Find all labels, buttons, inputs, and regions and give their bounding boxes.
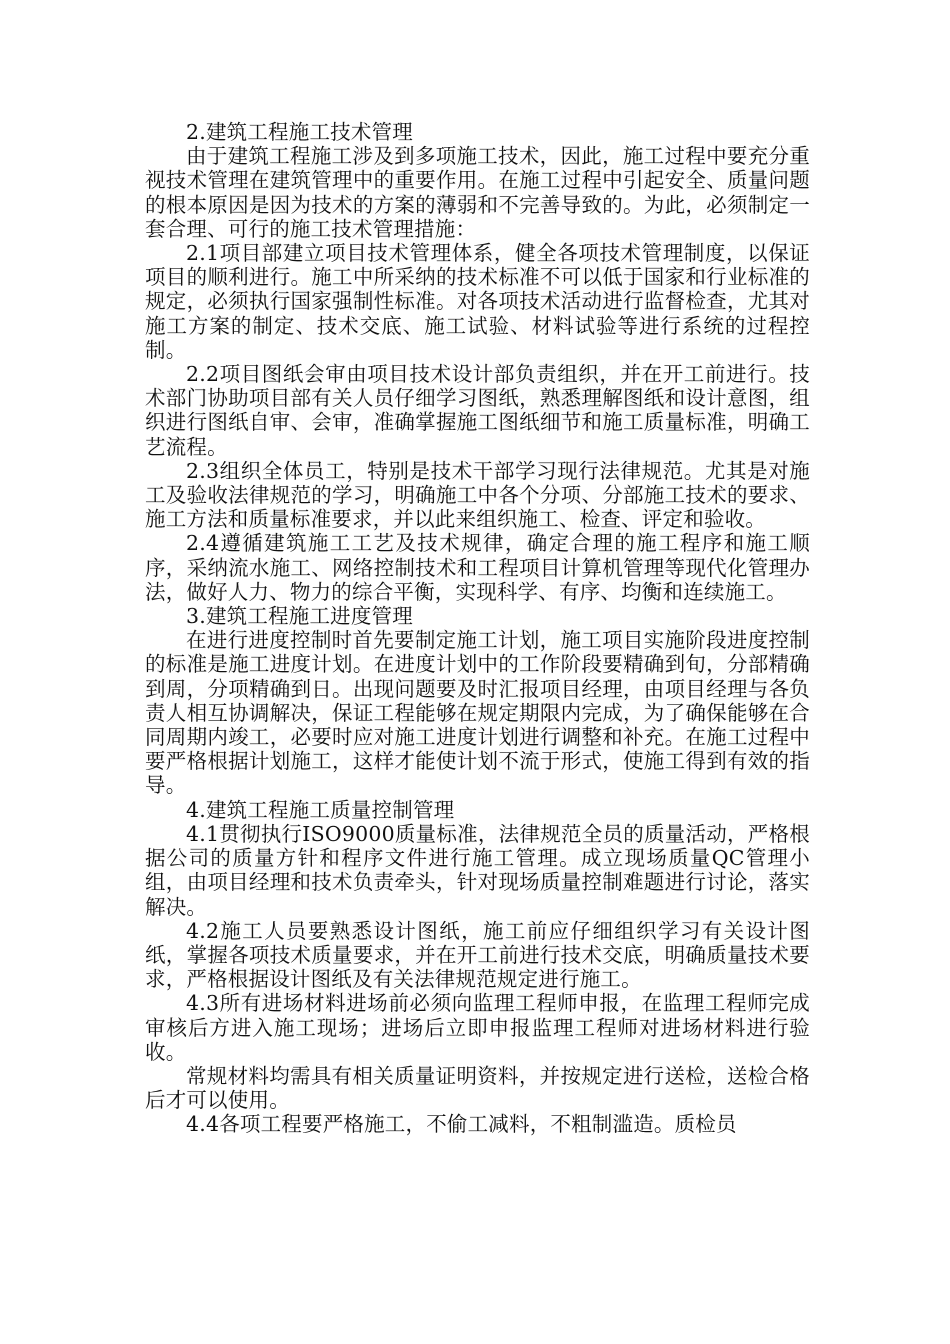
paragraph-4-1: 4.1贯彻执行ISO9000质量标准，法律规范全员的质量活动，严格根据公司的质量方针和程序文件进行施工管理。成立现场质量QC管理小组，由项目经理和技术负责牵头，针对现场质量控制难题进行讨论，落实解决。 <box>145 821 810 919</box>
paragraph-2-1: 2.1项目部建立项目技术管理体系，健全各项技术管理制度，以保证项目的顺利进行。施工中所采纳的技术标准不可以低于国家和行业标准的规定，必须执行国家强制性标准。对各项技术活动进行监督检查，尤其对施工方案的制定、技术交底、施工试验、材料试验等进行系统的过程控制。 <box>145 241 810 362</box>
paragraph-4-4: 4.4各项工程要严格施工，不偷工减料，不粗制滥造。质检员 <box>186 1112 737 1137</box>
section-heading-4: 4.建筑工程施工质量控制管理 <box>186 797 455 822</box>
paragraph-2-2: 2.2项目图纸会审由项目技术设计部负责组织，并在开工前进行。技术部门协助项目部有关人员仔细学习图纸，熟悉理解图纸和设计意图，组织进行图纸自审、会审，准确掌握施工图纸细节和施工质量标准，明确工艺流程。 <box>145 362 810 459</box>
document-body <box>145 120 810 1137</box>
paragraph-4-3: 4.3所有进场材料进场前必须向监理工程师申报，在监理工程师完成审核后方进入施工现场；进场后立即申报监理工程师对进场材料进行验收。 <box>145 991 810 1064</box>
paragraph-intro-technology: 由于建筑工程施工涉及到多项施工技术，因此，施工过程中要充分重视技术管理在建筑管理中的重要作用。在施工过程中引起安全、质量问题的根本原因是因为技术的方案的薄弱和不完善导致的。为此，必须制定一套合理、可行的施工技术管理措施： <box>145 144 810 241</box>
paragraph-materials: 常规材料均需具有相关质量证明资料，并按规定进行送检，送检合格后才可以使用。 <box>145 1063 810 1113</box>
paragraph-schedule-control: 在进行进度控制时首先要制定施工计划，施工项目实施阶段进度控制的标准是施工进度计划。在进度计划中的工作阶段要精确到旬，分部精确到周，分项精确到日。出现问题要及时汇报项目经理，由项目经理与各负责人相互协调解决，保证工程能够在规定期限内完成，为了确保能够在合同周期内竣工，必要时应对施工进度计划进行调整和补充。在施工过程中要严格根据计划施工，这样才能使计划不流于形式，使施工得到有效的指导。 <box>145 628 810 798</box>
paragraph-4-2: 4.2施工人员要熟悉设计图纸，施工前应仔细组织学习有关设计图纸，掌握各项技术质量要求，并在开工前进行技术交底，明确质量技术要求，严格根据设计图纸及有关法律规范规定进行施工。 <box>145 918 810 992</box>
section-heading-2: 2.建筑工程施工技术管理 <box>186 120 413 144</box>
paragraph-2-3: 2.3组织全体员工，特别是技术干部学习现行法律规范。尤其是对施工及验收法律规范的学习，明确施工中各个分项、分部施工技术的要求、施工方法和质量标准要求，并以此来组织施工、检查、评定和验收。 <box>145 458 810 532</box>
section-heading-3: 3.建筑工程施工进度管理 <box>186 604 413 629</box>
paragraph-2-4: 2.4遵循建筑施工工艺及技术规律，确定合理的施工程序和施工顺序，采纳流水施工、网络控制技术和工程项目计算机管理等现代化管理办法，做好人力、物力的综合平衡，实现科学、有序、均衡和连续施工。 <box>145 531 810 604</box>
